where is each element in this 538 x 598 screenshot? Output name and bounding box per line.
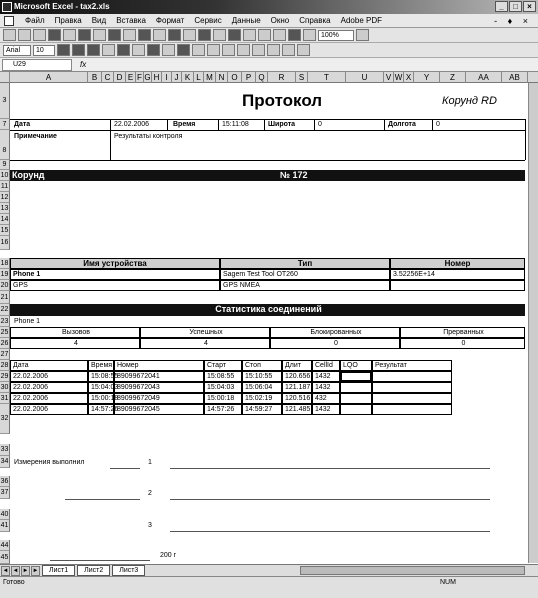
column-header[interactable]: AB (502, 72, 528, 83)
section-number: № 172 (280, 170, 308, 180)
call-number[interactable]: 89099672043 (114, 382, 204, 393)
row-header[interactable]: 37 (0, 487, 10, 499)
longitude-value[interactable]: 0 (436, 121, 440, 128)
standard-toolbar (0, 28, 538, 43)
row-header[interactable]: 14 (0, 216, 9, 223)
row-header[interactable]: 12 (0, 194, 9, 201)
paste-icon[interactable] (168, 29, 181, 41)
device-name-cell[interactable]: Phone 1 (10, 269, 220, 280)
minimize-button[interactable]: _ (495, 1, 508, 12)
stats-calls-value[interactable]: 4 (10, 338, 140, 349)
status-bar (0, 576, 538, 598)
fx-icon[interactable]: fx (80, 60, 87, 69)
call-result[interactable] (372, 371, 452, 382)
underline-icon[interactable] (87, 44, 100, 56)
decrease-decimal-icon[interactable] (222, 44, 235, 56)
print-icon[interactable] (78, 29, 91, 41)
stats-device: Phone 1 (14, 318, 41, 325)
column-header[interactable]: S (296, 72, 308, 83)
call-time[interactable]: 15:00:18 (88, 393, 114, 404)
column-header[interactable]: AA (466, 72, 502, 83)
currency-icon[interactable] (162, 44, 175, 56)
menu-data[interactable]: Данные (231, 15, 261, 25)
call-date[interactable]: 22.02.2006 (10, 404, 88, 415)
select-all-corner[interactable] (0, 72, 10, 83)
row-header[interactable]: 15 (0, 227, 9, 234)
column-header[interactable]: J (172, 72, 182, 83)
year-line: 200 г (160, 552, 177, 559)
name-box[interactable]: U29 (2, 59, 72, 71)
call-number[interactable]: 89099672045 (114, 404, 204, 415)
column-header[interactable]: B (88, 72, 102, 83)
cut-icon[interactable] (138, 29, 151, 41)
row-header[interactable]: 31 (0, 395, 9, 402)
tab-sheet1[interactable]: Лист1 (42, 565, 75, 576)
stats-title: Статистика соединений (215, 304, 322, 314)
undo-icon[interactable] (198, 29, 211, 41)
menu-view[interactable]: Вид (91, 15, 107, 25)
call-number[interactable]: 89099672049 (114, 393, 204, 404)
row-header[interactable]: 9 (0, 160, 10, 170)
font-color-icon[interactable] (297, 44, 310, 56)
signature-number-1: 1 (148, 459, 152, 466)
signature-number-3: 3 (148, 522, 152, 529)
prev-sheet-icon[interactable]: ◄ (12, 567, 19, 574)
stats-blocked-header: Блокированных (270, 327, 400, 338)
menu-tools[interactable]: Сервис (194, 15, 222, 25)
align-center-icon[interactable] (117, 44, 130, 56)
row-header[interactable]: 20 (0, 282, 9, 289)
calls-header-stop: Стоп (242, 360, 282, 371)
row-header[interactable]: 18 (0, 260, 9, 267)
row-header[interactable]: 16 (0, 236, 10, 250)
call-lqo[interactable] (340, 382, 372, 393)
date-label: Дата (14, 121, 31, 128)
call-time[interactable]: 15:08:55 (88, 371, 114, 382)
calls-header-cellid: CellId (312, 360, 340, 371)
sheet-tab-bar (0, 564, 538, 576)
calls-header-lqo: LQO (340, 360, 372, 371)
last-sheet-icon[interactable]: ► (32, 567, 39, 574)
column-header[interactable]: L (194, 72, 204, 83)
sort-ascending-icon[interactable] (258, 29, 271, 41)
align-right-icon[interactable] (132, 44, 145, 56)
align-left-icon[interactable] (102, 44, 115, 56)
call-number[interactable]: 89099672041 (114, 371, 204, 382)
row-header[interactable]: 10 (0, 172, 9, 179)
call-duration[interactable]: 120.516 (282, 393, 312, 404)
row-header[interactable]: 32 (0, 404, 10, 434)
device-number-cell[interactable] (390, 280, 525, 291)
latitude-label: Широта (268, 121, 296, 128)
calls-header-duration: Длит (282, 360, 312, 371)
call-duration[interactable]: 120.656 (282, 371, 312, 382)
call-start[interactable]: 14:57:26 (204, 404, 242, 415)
call-start[interactable]: 15:00:18 (204, 393, 242, 404)
call-start[interactable]: 15:08:55 (204, 371, 242, 382)
tab-sheet3[interactable]: Лист3 (112, 565, 145, 576)
time-label: Время (173, 121, 196, 128)
window-title: Microsoft Excel - tax2.xls (14, 2, 110, 11)
borders-icon[interactable] (267, 44, 280, 56)
column-header[interactable]: W (394, 73, 403, 82)
column-header[interactable]: F (136, 72, 144, 83)
call-date[interactable]: 22.02.2006 (10, 382, 88, 393)
menu-window[interactable]: Окно (270, 15, 290, 25)
column-header[interactable]: Q (256, 72, 268, 83)
row-header[interactable]: 33 (0, 444, 10, 456)
menu-file[interactable]: Файл (25, 15, 45, 25)
increase-indent-icon[interactable] (252, 44, 265, 56)
device-number-cell[interactable]: 3.52256E+14 (390, 269, 525, 280)
comma-style-icon[interactable] (192, 44, 205, 56)
section-name: Корунд (12, 170, 45, 180)
email-icon[interactable] (63, 29, 76, 41)
longitude-label: Долгота (388, 121, 416, 128)
tab-sheet2[interactable]: Лист2 (77, 565, 110, 576)
sort-descending-icon[interactable] (273, 29, 286, 41)
row-header[interactable]: 27 (0, 351, 9, 358)
call-stop[interactable]: 15:06:04 (242, 382, 282, 393)
print-preview-icon[interactable] (93, 29, 106, 41)
calls-header-number: Номер (114, 360, 204, 371)
device-name-cell[interactable]: GPS (10, 280, 220, 291)
status-num-lock: NUM (440, 579, 456, 586)
row-header[interactable]: 8 (0, 130, 10, 160)
active-cell-lqo[interactable] (340, 371, 372, 382)
open-icon[interactable] (18, 29, 31, 41)
autosum-icon[interactable] (243, 29, 256, 41)
call-stop[interactable]: 15:02:19 (242, 393, 282, 404)
menu-edit[interactable]: Правка (54, 15, 82, 25)
menu-bar (0, 14, 538, 28)
protocol-title: Протокол (242, 91, 323, 110)
calls-header-result: Результат (372, 360, 452, 371)
call-result[interactable] (372, 404, 452, 415)
chart-wizard-icon[interactable] (288, 29, 301, 41)
note-label: Примечание (14, 133, 57, 140)
decrease-indent-icon[interactable] (237, 44, 250, 56)
close-button[interactable]: × (523, 1, 536, 12)
korund-logo: Корунд RD (442, 95, 497, 107)
time-value[interactable]: 15:11:08 (222, 121, 249, 128)
percent-icon[interactable] (177, 44, 190, 56)
call-cellid[interactable]: 432 (312, 393, 340, 404)
column-header[interactable]: K (182, 72, 194, 83)
call-cellid[interactable]: 1432 (312, 382, 340, 393)
device-type-cell[interactable]: Sagem Test Tool OT260 (220, 269, 390, 280)
call-duration[interactable]: 121.485 (282, 404, 312, 415)
call-result[interactable] (372, 382, 452, 393)
call-lqo[interactable] (340, 404, 372, 415)
window-controls (495, 1, 536, 12)
save-icon[interactable] (33, 29, 46, 41)
font-name-select[interactable]: Arial (3, 45, 31, 56)
calls-header-date: Дата (10, 360, 88, 371)
column-header[interactable]: N (216, 72, 228, 83)
column-header-bar (0, 72, 538, 83)
column-header[interactable]: U (346, 72, 384, 83)
window-title-bar (0, 0, 538, 14)
row-header[interactable]: 26 (0, 340, 9, 347)
column-header[interactable]: P (242, 72, 256, 83)
zoom-select[interactable]: 100% (318, 30, 354, 41)
menu-insert[interactable]: Вставка (116, 15, 146, 25)
permission-icon[interactable] (48, 29, 61, 41)
copy-icon[interactable] (153, 29, 166, 41)
device-type-cell[interactable]: GPS NMEA (220, 280, 390, 291)
row-header[interactable]: 45 (0, 551, 10, 564)
row-header[interactable]: 25 (0, 329, 9, 336)
call-duration[interactable]: 121.187 (282, 382, 312, 393)
call-time[interactable]: 15:04:03 (88, 382, 114, 393)
call-date[interactable]: 22.02.2006 (10, 371, 88, 382)
column-header[interactable]: T (308, 72, 346, 83)
column-header[interactable]: A (10, 72, 88, 83)
call-date[interactable]: 22.02.2006 (10, 393, 88, 404)
status-ready: Готово (3, 579, 25, 586)
call-cellid[interactable]: 1432 (312, 371, 340, 382)
font-size-select[interactable]: 10 (33, 45, 55, 56)
row-header[interactable]: 3 (0, 83, 10, 119)
column-header[interactable]: X (404, 72, 414, 83)
call-stop[interactable]: 14:59:27 (242, 404, 282, 415)
column-header[interactable]: Z (440, 72, 466, 83)
redo-icon[interactable] (213, 29, 226, 41)
next-sheet-icon[interactable]: ► (22, 567, 29, 574)
excel-app-icon (2, 2, 12, 12)
italic-icon[interactable] (72, 44, 85, 56)
menu-format[interactable]: Формат (155, 15, 185, 25)
row-header[interactable]: 44 (0, 542, 9, 549)
formula-bar (0, 58, 538, 72)
increase-decimal-icon[interactable] (207, 44, 220, 56)
row-header[interactable]: 34 (0, 456, 10, 468)
row-header[interactable]: 23 (0, 318, 9, 325)
column-header[interactable]: E (126, 72, 136, 83)
hyperlink-icon[interactable] (228, 29, 241, 41)
formatting-toolbar (0, 43, 538, 58)
horizontal-scrollbar[interactable] (300, 566, 525, 575)
device-number-header: Номер (390, 258, 525, 269)
stats-success-header: Успешных (140, 327, 270, 338)
calls-header-time: Время (88, 360, 114, 371)
call-stop[interactable]: 15:10:55 (242, 371, 282, 382)
row-header[interactable]: 19 (0, 271, 9, 278)
menu-help[interactable]: Справка (299, 15, 331, 25)
bold-icon[interactable] (57, 44, 70, 56)
stats-calls-header: Вызовов (10, 327, 140, 338)
row-header[interactable]: 29 (0, 373, 9, 380)
column-header[interactable]: G (144, 73, 151, 82)
research-icon[interactable] (123, 29, 136, 41)
menu-adobe-pdf[interactable]: Adobe PDF (340, 15, 382, 25)
row-header[interactable]: 7 (0, 119, 10, 130)
row-header[interactable]: 36 (0, 478, 9, 485)
help-icon[interactable] (356, 29, 369, 41)
section-header-bar (10, 170, 525, 181)
latitude-value[interactable]: 0 (318, 121, 322, 128)
first-sheet-icon[interactable]: ◄ (2, 567, 9, 574)
row-header[interactable]: 41 (0, 520, 10, 532)
column-header[interactable]: V (384, 72, 394, 83)
column-header[interactable]: O (228, 72, 242, 83)
merge-center-icon[interactable] (147, 44, 160, 56)
new-icon[interactable] (3, 29, 16, 41)
column-header[interactable]: M (204, 72, 216, 83)
spelling-icon[interactable] (108, 29, 121, 41)
call-cellid[interactable]: 1432 (312, 404, 340, 415)
format-painter-icon[interactable] (183, 29, 196, 41)
row-header[interactable]: 40 (0, 511, 9, 518)
call-time[interactable]: 14:57:26 (88, 404, 114, 415)
call-result[interactable] (372, 393, 452, 404)
calls-header-start: Старт (204, 360, 242, 371)
document-icon[interactable] (4, 16, 14, 26)
row-header[interactable]: 21 (0, 291, 10, 304)
column-header[interactable]: R (268, 72, 296, 83)
measured-by-label: Измерения выполнил (14, 459, 85, 466)
device-type-header: Тип (220, 258, 390, 269)
column-header[interactable]: Y (414, 72, 440, 83)
row-header[interactable]: 11 (0, 183, 9, 190)
column-header[interactable]: C (102, 72, 114, 83)
drawing-icon[interactable] (303, 29, 316, 41)
row-header[interactable]: 22 (0, 304, 10, 316)
call-lqo[interactable] (340, 393, 372, 404)
row-header[interactable]: 28 (0, 362, 9, 369)
row-header[interactable]: 30 (0, 384, 9, 391)
worksheet-grid[interactable] (0, 72, 538, 564)
maximize-button[interactable]: □ (509, 1, 522, 12)
stats-dropped-header: Прерванных (400, 327, 525, 338)
column-header[interactable]: D (114, 72, 126, 83)
call-start[interactable]: 15:04:03 (204, 382, 242, 393)
column-header[interactable]: H (152, 72, 162, 83)
row-header[interactable]: 13 (0, 205, 9, 212)
column-header[interactable]: I (162, 72, 172, 83)
signature-number-2: 2 (148, 490, 152, 497)
stats-title-bar (10, 304, 525, 316)
stats-dropped-value[interactable]: 0 (400, 338, 525, 349)
vertical-scrollbar[interactable] (528, 83, 538, 563)
fill-color-icon[interactable] (282, 44, 295, 56)
date-value[interactable]: 22.02.2006 (114, 121, 150, 128)
stats-blocked-value[interactable]: 0 (270, 338, 400, 349)
note-value[interactable]: Результаты контроля (114, 133, 183, 140)
stats-success-value[interactable]: 4 (140, 338, 270, 349)
doc-window-controls[interactable]: - ♦ × (494, 16, 532, 26)
device-name-header: Имя устройства (10, 258, 220, 269)
